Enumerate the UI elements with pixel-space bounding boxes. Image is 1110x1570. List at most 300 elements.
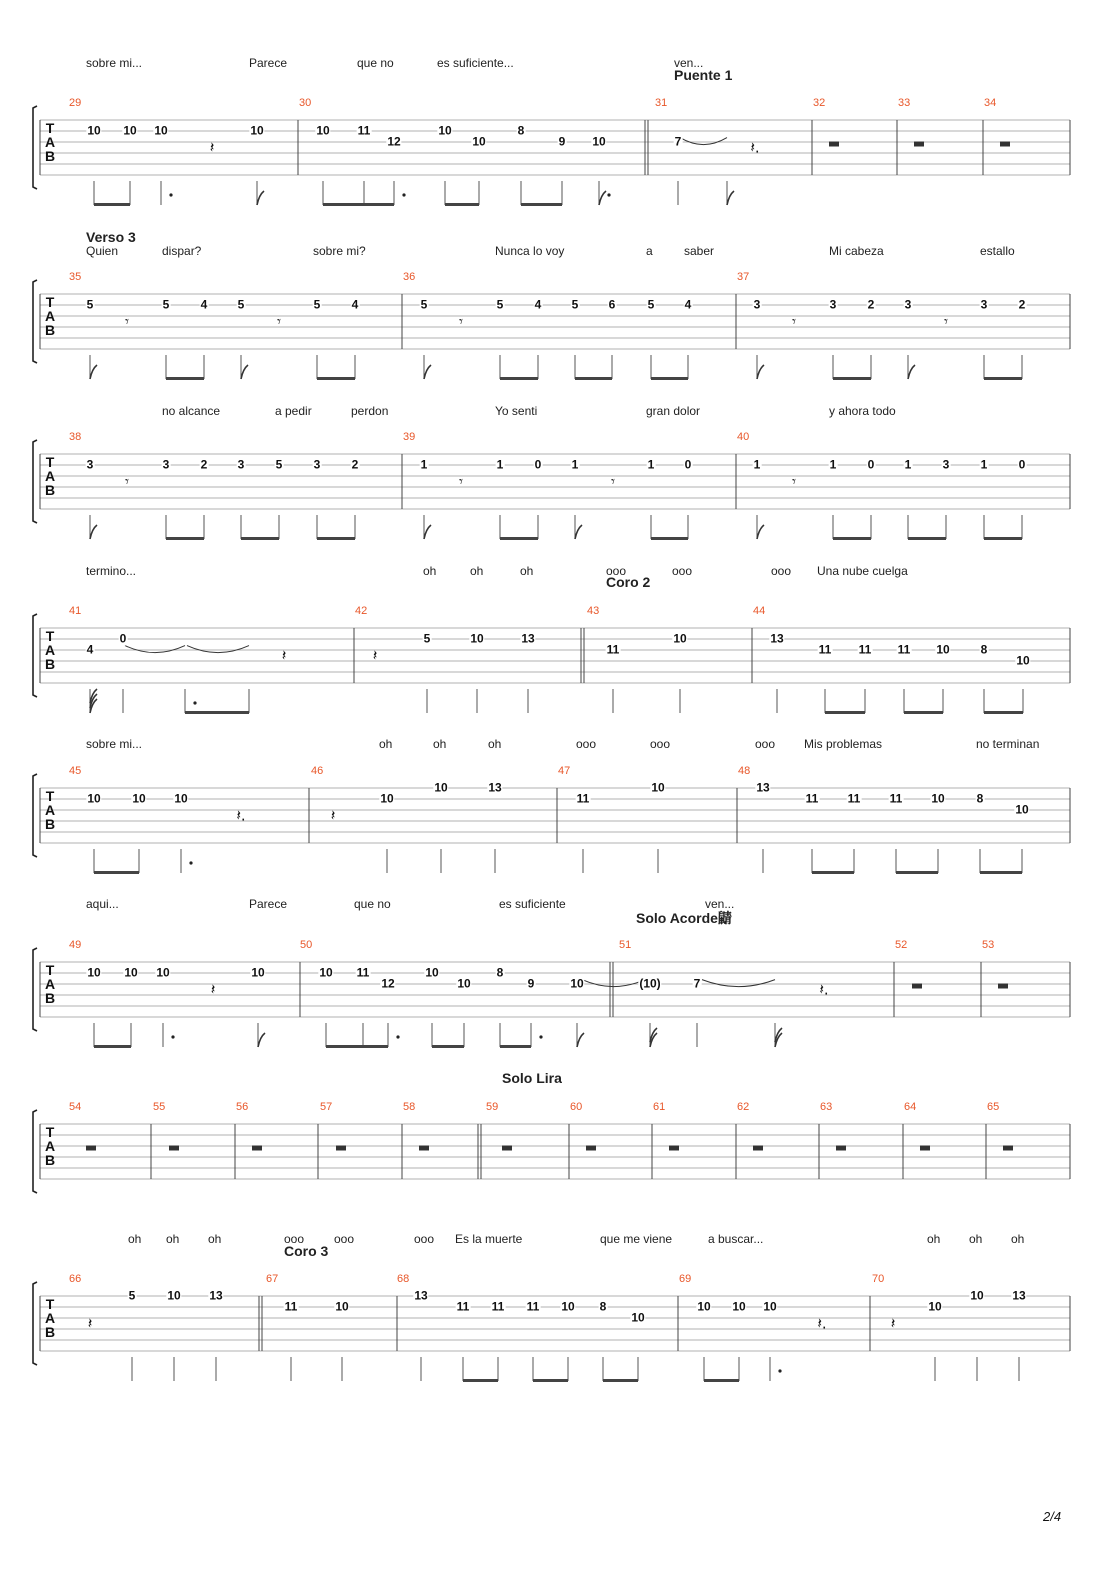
measure-number: 58 [403,1101,416,1113]
fret-number: 1 [420,457,428,472]
quarter-rest-symbol: 𝄽 [330,806,336,824]
measure-number: 47 [558,765,571,777]
whole-rest-symbol [1003,1146,1013,1151]
measure-number: 65 [987,1101,1000,1113]
dot-augmentation [778,1369,781,1372]
note-beam [166,377,204,380]
fret-number: 10 [631,1310,645,1325]
measure-number: 44 [753,605,766,617]
fret-number: 10 [319,965,333,980]
fret-number: 13 [488,780,502,795]
lyric-text: perdon [351,404,389,418]
fret-number: 13 [209,1288,223,1303]
fret-number: 13 [1012,1288,1026,1303]
fret-number: 12 [381,976,395,991]
note-beam [575,377,612,380]
tab-clef-letter: T [45,454,55,470]
fret-number: 13 [414,1288,428,1303]
measure-number: 66 [69,1273,82,1285]
whole-rest-symbol [336,1146,346,1151]
fret-number: 9 [527,976,535,991]
fret-number: 4 [351,297,359,312]
whole-rest-symbol [998,984,1008,989]
lyric-text: ooo [755,737,776,751]
lyric-text: estallo [980,244,1015,258]
fret-number: 1 [571,457,579,472]
whole-rest-symbol [829,142,839,147]
lyric-text: ooo [284,1232,305,1246]
measure-number: 60 [570,1101,583,1113]
note-flag [727,191,734,205]
fret-number: 5 [313,297,321,312]
fret-number: 10 [335,1299,349,1314]
quarter-rest-symbol: 𝄽. [236,806,246,824]
note-flag [424,525,431,539]
lyric-text: termino... [86,564,137,578]
quarter-rest-symbol: 𝄽 [87,1314,93,1332]
note-flag [575,525,582,539]
fret-number: 1 [753,457,761,472]
staff-bracket [33,280,37,363]
eighth-rest-symbol: 𝄾 [944,312,948,330]
lyric-text: ooo [771,564,792,578]
measure-number: 69 [679,1273,692,1285]
whole-rest-symbol [920,1146,930,1151]
tab-clef-letter: A [44,308,56,324]
tab-clef-letter: T [45,962,55,978]
note-flag [757,525,764,539]
fret-number: 10 [251,965,265,980]
note-beam [241,537,279,540]
tab-clef-letter: B [44,656,56,672]
fret-number: 5 [420,297,428,312]
fret-number: 10 [124,965,138,980]
fret-number: 4 [200,297,208,312]
fret-number: 3 [753,297,761,312]
fret-number: 0 [867,457,875,472]
note-flag [424,365,431,379]
section-heading: Coro 3 [284,1243,329,1259]
fret-number: 5 [275,457,283,472]
section-heading: Verso 3 [86,229,136,245]
whole-rest-symbol [502,1146,512,1151]
fret-number: 1 [647,457,655,472]
note-beam [326,1045,388,1048]
lyric-text: ven... [705,897,735,911]
tab-clef-letter: A [44,468,56,484]
note-beam [94,203,130,206]
lyric-text: sobre mi? [313,244,366,258]
measure-number: 62 [737,1101,750,1113]
measure-number: 67 [266,1273,279,1285]
fret-number: 10 [316,123,330,138]
note-beam [984,711,1023,714]
lyric-text: oh [927,1232,941,1246]
staff-bracket [33,614,37,697]
measure-number: 49 [69,939,82,951]
dot-augmentation [539,1035,542,1038]
section-heading: Puente 1 [674,67,733,83]
fret-number: 11 [818,642,832,657]
lyric-text: gran dolor [646,404,701,418]
note-beam [833,537,871,540]
fret-number: 11 [858,642,872,657]
lyric-text: Yo senti [495,404,538,418]
lyric-text: a [646,244,653,258]
quarter-rest-symbol: 𝄽 [890,1314,896,1332]
whole-rest-symbol [914,142,924,147]
measure-number: 57 [320,1101,333,1113]
lyric-text: Nunca lo voy [495,244,565,258]
fret-number: 11 [284,1299,298,1314]
lyric-text: Mis problemas [804,737,883,751]
measure-number: 51 [619,939,632,951]
measure-number: 42 [355,605,368,617]
dot-augmentation [169,193,172,196]
fret-number: 10 [154,123,168,138]
staff-bracket [33,948,37,1031]
staff-bracket [33,106,37,189]
fret-number: 11 [356,965,370,980]
lyric-text: no terminan [976,737,1040,751]
note-beam [833,377,871,380]
fret-number: 10 [651,780,665,795]
fret-number: 3 [237,457,245,472]
fret-number: 5 [128,1288,136,1303]
lyric-text: Parece [249,897,288,911]
note-beam [603,1379,638,1382]
page-number: 2/4 [1043,1509,1062,1524]
fret-number: (10) [639,976,661,991]
lyric-text: es suficiente [499,897,566,911]
measure-number: 53 [982,939,995,951]
fret-number: 10 [970,1288,984,1303]
lyric-text: que me viene [600,1232,673,1246]
note-beam [812,871,854,874]
measure-number: 37 [737,271,750,283]
tie-arc [702,980,775,987]
eighth-rest-symbol: 𝄾 [125,312,129,330]
fret-number: 10 [156,965,170,980]
quarter-rest-symbol: 𝄽 [281,646,287,664]
lyric-text: oh [423,564,437,578]
fret-number: 11 [491,1299,505,1314]
fret-number: 11 [456,1299,470,1314]
tab-clef-letter: B [44,990,56,1006]
fret-number: 3 [829,297,837,312]
quarter-rest-symbol: 𝄽. [750,138,760,156]
tab-clef-letter: B [44,1324,56,1340]
fret-number: 13 [770,631,784,646]
fret-number: 3 [313,457,321,472]
tab-clef-letter: A [44,1310,56,1326]
tab-clef-letter: A [44,1138,56,1154]
fret-number: 1 [980,457,988,472]
note-beam [980,871,1022,874]
note-beam [185,711,249,714]
note-beam [500,537,538,540]
dot-augmentation [396,1035,399,1038]
eighth-rest-symbol: 𝄾 [792,472,796,490]
measure-number: 50 [300,939,313,951]
fret-number: 10 [250,123,264,138]
dot-augmentation [171,1035,174,1038]
tab-clef-letter: B [44,322,56,338]
whole-rest-symbol [1000,142,1010,147]
measure-number: 43 [587,605,600,617]
lyric-text: oh [520,564,534,578]
whole-rest-symbol [169,1146,179,1151]
fret-number: 1 [829,457,837,472]
fret-number: 10 [174,791,188,806]
note-beam [896,871,938,874]
lyric-text: Quien [86,244,119,258]
fret-number: 5 [496,297,504,312]
lyric-text: ooo [606,564,627,578]
fret-number: 9 [558,134,566,149]
tie-arc [680,138,727,145]
fret-number: 10 [438,123,452,138]
fret-number: 4 [684,297,692,312]
quarter-rest-symbol: 𝄽. [819,980,829,998]
lyric-text: oh [433,737,447,751]
tab-clef-letter: T [45,788,55,804]
dot-augmentation [402,193,405,196]
lyric-text: aqui... [86,897,119,911]
fret-number: 5 [571,297,579,312]
fret-number: 6 [608,297,616,312]
measure-number: 63 [820,1101,833,1113]
note-beam [904,711,943,714]
fret-number: 13 [756,780,770,795]
lyric-text: oh [1011,1232,1025,1246]
tab-clef-letter: A [44,134,56,150]
measure-number: 68 [397,1273,410,1285]
quarter-rest-symbol: 𝄽 [372,646,378,664]
lyric-text: ooo [334,1232,355,1246]
lyric-text: oh [166,1232,180,1246]
note-flag [599,191,606,205]
fret-number: 8 [976,791,984,806]
fret-number: 10 [123,123,137,138]
fret-number: 10 [167,1288,181,1303]
fret-number: 10 [931,791,945,806]
tab-clef-letter: T [45,628,55,644]
note-beam [500,1045,531,1048]
lyric-text: Parece [249,56,288,70]
lyric-text: ven... [674,56,704,70]
lyric-text: que no [357,56,394,70]
lyric-text: oh [488,737,502,751]
fret-number: 1 [496,457,504,472]
measure-number: 48 [738,765,751,777]
fret-number: 3 [980,297,988,312]
fret-number: 5 [162,297,170,312]
dot-augmentation [607,193,610,196]
dot-augmentation [189,861,192,864]
lyric-text: oh [470,564,484,578]
measure-number: 40 [737,431,750,443]
measure-number: 39 [403,431,416,443]
staff-bracket [33,1282,37,1365]
tab-clef-letter: T [45,1124,55,1140]
note-beam [317,537,355,540]
fret-number: 7 [674,134,682,149]
eighth-rest-symbol: 𝄾 [792,312,796,330]
fret-number: 12 [387,134,401,149]
fret-number: 2 [200,457,208,472]
note-beam [521,203,562,206]
measure-number: 32 [813,97,826,109]
eighth-rest-symbol: 𝄾 [459,312,463,330]
tab-clef-letter: T [45,120,55,136]
quarter-rest-symbol: 𝄽 [210,980,216,998]
note-flag [908,365,915,379]
fret-number: 2 [351,457,359,472]
lyric-text: Mi cabeza [829,244,884,258]
eighth-rest-symbol: 𝄾 [459,472,463,490]
lyric-text: Es la muerte [455,1232,523,1246]
fret-number: 10 [434,780,448,795]
measure-number: 38 [69,431,82,443]
note-beam [704,1379,739,1382]
note-beam [317,377,355,380]
fret-number: 3 [904,297,912,312]
fret-number: 0 [534,457,542,472]
fret-number: 10 [936,642,950,657]
note-flag [258,1033,265,1047]
lyric-text: oh [208,1232,222,1246]
fret-number: 1 [904,457,912,472]
fret-number: 11 [805,791,819,806]
note-flag [757,365,764,379]
fret-number: 8 [599,1299,607,1314]
note-flag [90,525,97,539]
fret-number: 10 [673,631,687,646]
note-beam [500,377,538,380]
measure-number: 52 [895,939,908,951]
note-beam [94,871,139,874]
lyric-text: ooo [650,737,671,751]
note-flag [577,1033,584,1047]
lyric-text: sobre mi... [86,56,143,70]
quarter-rest-symbol: 𝄽 [209,138,215,156]
note-beam [825,711,865,714]
measure-number: 36 [403,271,416,283]
fret-number: 11 [897,642,911,657]
section-heading: Solo Lira [502,1070,562,1086]
fret-number: 3 [162,457,170,472]
fret-number: 8 [517,123,525,138]
whole-rest-symbol [586,1146,596,1151]
note-beam [651,377,688,380]
whole-rest-symbol [912,984,922,989]
lyric-text: Una nube cuelga [817,564,908,578]
note-beam [166,537,204,540]
note-beam [533,1379,568,1382]
note-beam [463,1379,498,1382]
measure-number: 33 [898,97,911,109]
measure-number: 55 [153,1101,166,1113]
note-flag [90,365,97,379]
whole-rest-symbol [753,1146,763,1151]
lyric-text: oh [128,1232,142,1246]
whole-rest-symbol [252,1146,262,1151]
whole-rest-symbol [419,1146,429,1151]
measure-number: 46 [311,765,324,777]
fret-number: 5 [647,297,655,312]
fret-number: 5 [86,297,94,312]
fret-number: 13 [521,631,535,646]
fret-number: 10 [380,791,394,806]
tab-clef-letter: T [45,294,55,310]
fret-number: 10 [763,1299,777,1314]
lyric-text: sobre mi... [86,737,143,751]
section-heading: Solo Acorde鼱 [636,910,732,926]
fret-number: 4 [534,297,542,312]
fret-number: 10 [928,1299,942,1314]
measure-number: 29 [69,97,82,109]
tie-arc [187,646,249,653]
note-beam [651,537,688,540]
fret-number: 5 [237,297,245,312]
eighth-rest-symbol: 𝄾 [611,472,615,490]
fret-number: 10 [561,1299,575,1314]
fret-number: 10 [87,791,101,806]
note-beam [984,537,1022,540]
fret-number: 10 [425,965,439,980]
staff-bracket [33,1110,37,1193]
measure-number: 61 [653,1101,666,1113]
tab-clef-letter: B [44,816,56,832]
fret-number: 2 [1018,297,1026,312]
fret-number: 2 [867,297,875,312]
measure-number: 31 [655,97,668,109]
fret-number: 10 [132,791,146,806]
whole-rest-symbol [86,1146,96,1151]
fret-number: 11 [606,642,620,657]
lyric-text: oh [969,1232,983,1246]
fret-number: 10 [470,631,484,646]
fret-number: 5 [423,631,431,646]
lyric-text: a pedir [275,404,312,418]
lyric-text: que no [354,897,391,911]
fret-number: 10 [87,123,101,138]
tab-clef-letter: B [44,148,56,164]
eighth-rest-symbol: 𝄾 [125,472,129,490]
fret-number: 0 [1018,457,1026,472]
fret-number: 10 [87,965,101,980]
tab-clef-letter: A [44,802,56,818]
tab-clef-letter: B [44,482,56,498]
fret-number: 0 [684,457,692,472]
fret-number: 3 [942,457,950,472]
measure-number: 56 [236,1101,249,1113]
note-beam [432,1045,464,1048]
quarter-rest-symbol: 𝄽. [817,1314,827,1332]
fret-number: 10 [570,976,584,991]
tie-arc [125,646,185,653]
lyric-text: no alcance [162,404,221,418]
lyric-text: oh [379,737,393,751]
measure-number: 59 [486,1101,499,1113]
fret-number: 11 [889,791,903,806]
lyric-text: ooo [576,737,597,751]
measure-number: 35 [69,271,82,283]
fret-number: 7 [693,976,701,991]
measure-number: 41 [69,605,82,617]
fret-number: 8 [980,642,988,657]
